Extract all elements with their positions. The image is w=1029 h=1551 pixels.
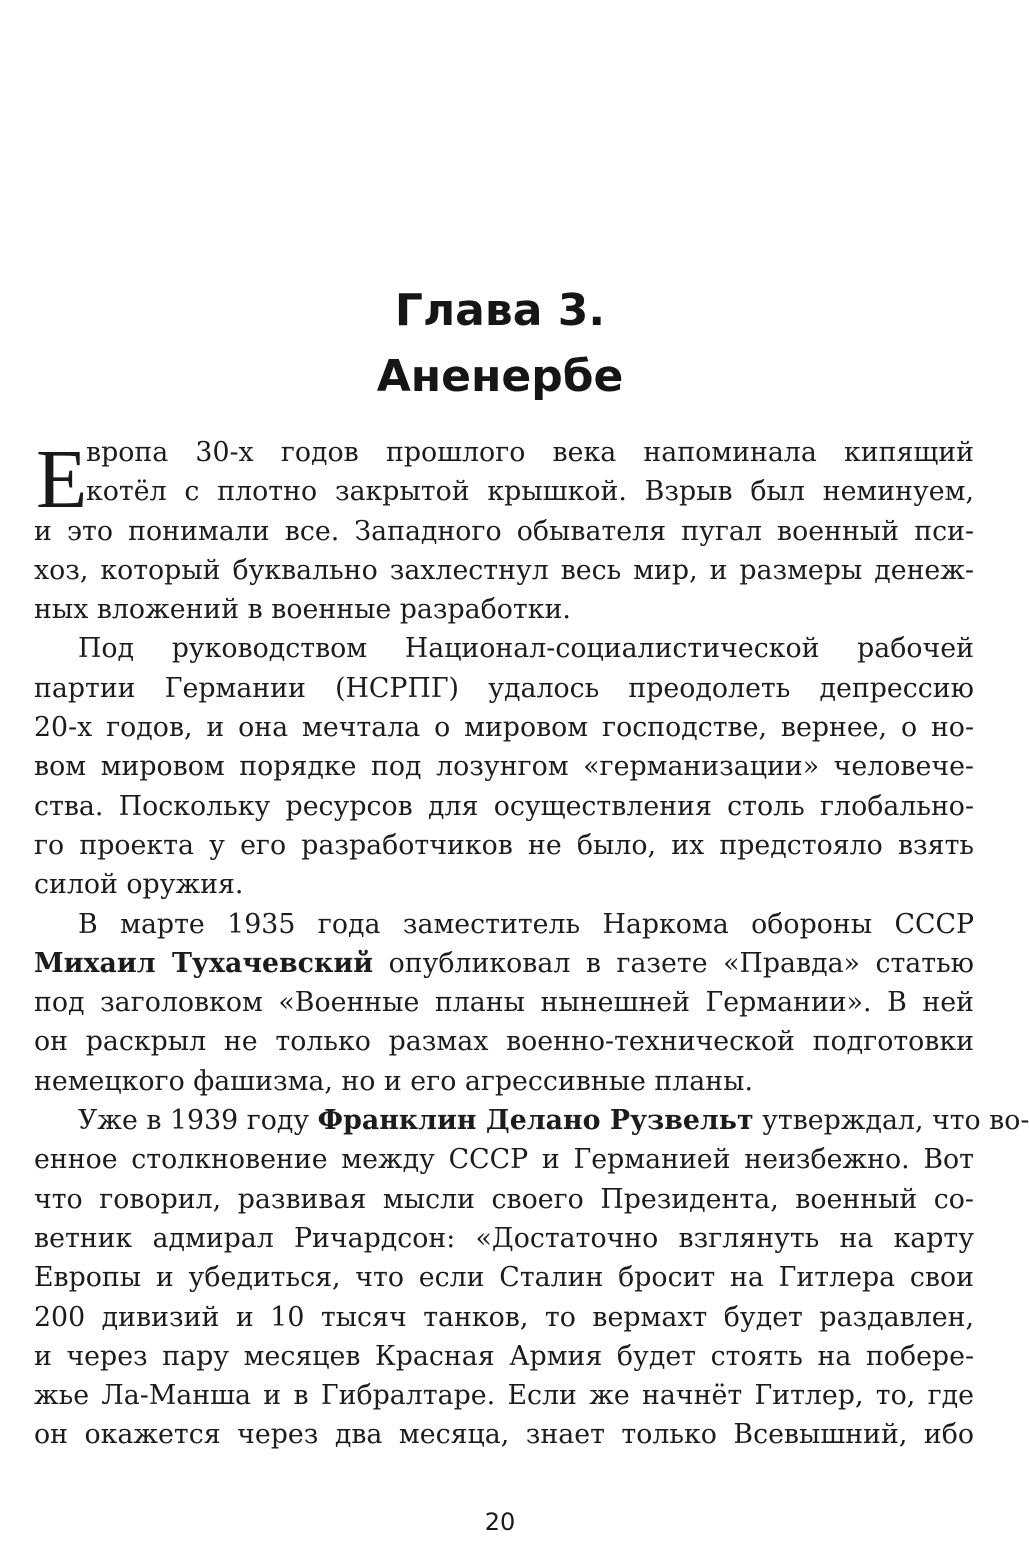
text-line: вом мировом порядке под лозунгом «германизации» человече- bbox=[34, 751, 974, 783]
chapter-number: Глава 3. bbox=[394, 285, 606, 336]
text-line: немецкого фашизма, но и его агрессивные планы. bbox=[34, 1065, 753, 1097]
page-number: 20 bbox=[484, 1508, 516, 1536]
person-name-roosevelt: Франклин Делано Рузвельт bbox=[317, 1105, 754, 1137]
text-line bbox=[34, 944, 974, 983]
text-line: жье Ла-Манша и в Гибралтаре. Если же начнёт Гитлер, то, где bbox=[34, 1380, 974, 1412]
text-line: 200 дивизий и 10 тысяч танков, то вермахт будет раздавлен, bbox=[34, 1301, 974, 1333]
text-line: он окажется через два месяца, знает только Всевышний, ибо bbox=[34, 1419, 974, 1451]
text-run: Уже в 1939 году bbox=[78, 1105, 318, 1137]
text-line: енное столкновение между СССР и Германией неизбежно. Вот bbox=[34, 1144, 974, 1176]
person-name-tukhachevsky: Михаил Тухачевский bbox=[34, 947, 374, 979]
body-text bbox=[34, 433, 1029, 1455]
text-line: и через пару месяцев Красная Армия будет стоять на побере- bbox=[34, 1340, 974, 1372]
text-line: и это понимали все. Западного обывателя пугал военный пси- bbox=[34, 515, 974, 547]
text-line: что говорил, развивая мысли своего Президента, военный со- bbox=[34, 1183, 974, 1215]
text-line: В марте 1935 года заместитель Наркома обороны СССР bbox=[78, 908, 974, 940]
text-line: хоз, который буквально захлестнул весь мир, и размеры денеж- bbox=[34, 554, 974, 586]
text-line: под заголовком «Военные планы нынешней Германии». В ней bbox=[34, 987, 974, 1019]
text-line: ства. Поскольку ресурсов для осуществления столь глобально- bbox=[34, 790, 974, 822]
text-line: силой оружия. bbox=[34, 869, 244, 901]
text-run: утверждал, что во- bbox=[753, 1105, 1029, 1137]
text-line: он раскрыл не только размах военно-технической подготовки bbox=[34, 1026, 974, 1058]
drop-cap: Е bbox=[36, 433, 88, 526]
text-line bbox=[34, 1101, 1029, 1140]
text-line: котёл с плотно закрытой крышкой. Взрыв был неминуем, bbox=[86, 476, 974, 508]
text-line: го проекта у его разработчиков не было, их предстояло взять bbox=[34, 829, 974, 861]
chapter-heading bbox=[0, 278, 1000, 410]
chapter-title: Аненербе bbox=[376, 351, 624, 402]
text-line: ных вложений в военные разработки. bbox=[34, 594, 571, 626]
text-run: опубликовал в газете «Правда» статью bbox=[373, 947, 974, 979]
text-line: партии Германии (НСРПГ) удалось преодолеть депрессию bbox=[34, 672, 974, 704]
text-line: 20-х годов, и она мечтала о мировом господстве, вернее, о но- bbox=[34, 712, 974, 744]
text-line: вропа 30-х годов прошлого века напоминала кипящий bbox=[86, 437, 974, 468]
text-line: ветник адмирал Ричардсон: «Достаточно взглянуть на карту bbox=[34, 1222, 974, 1254]
text-line: Европы и убедиться, что если Сталин бросит на Гитлера свои bbox=[34, 1262, 974, 1294]
text-line: Под руководством Национал-социалистической рабочей bbox=[78, 633, 974, 665]
